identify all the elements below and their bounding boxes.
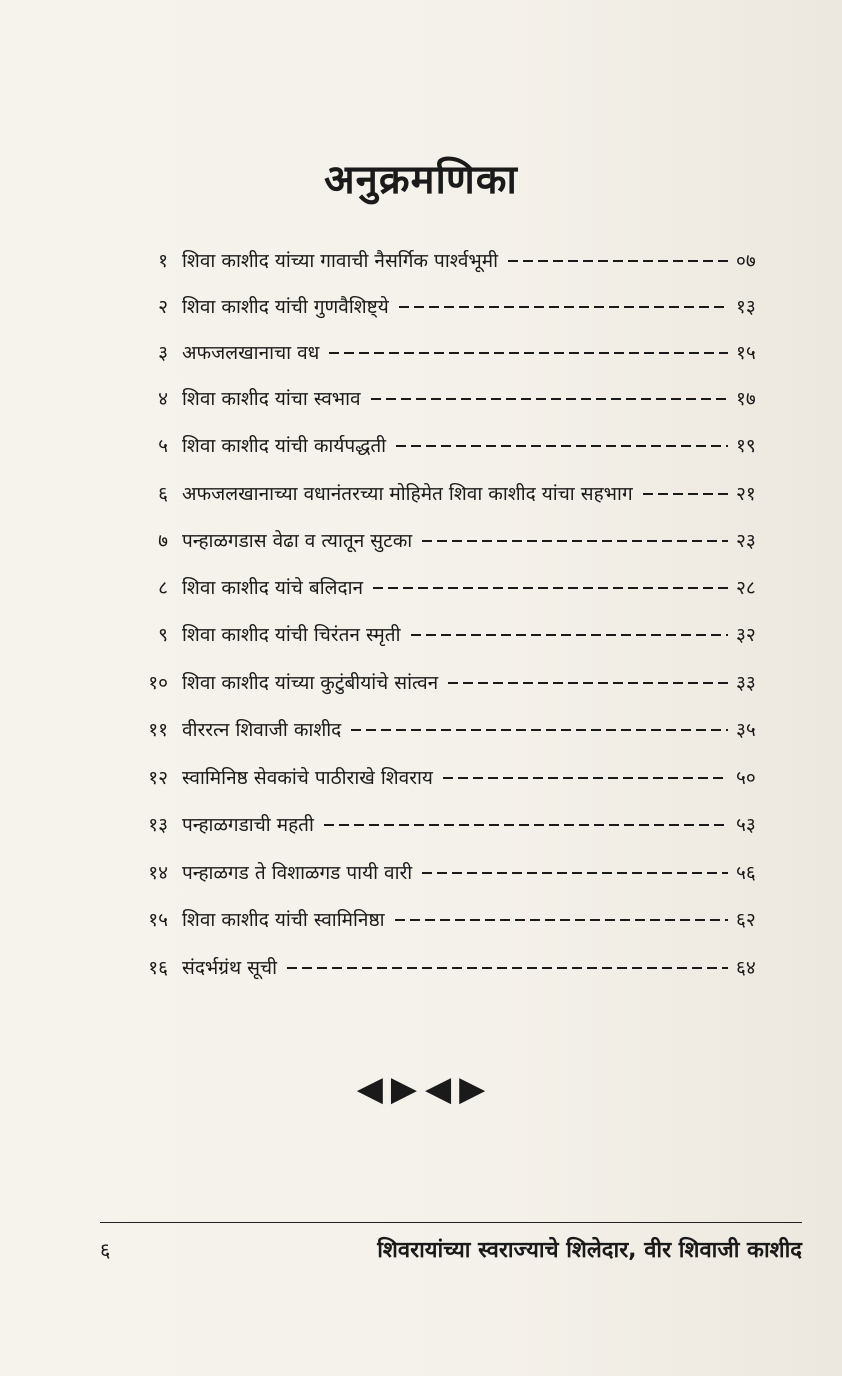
toc-entry-page: २३ [736,530,756,552]
toc-entry-number: १६ [148,957,168,979]
toc-entry-number: ४ [158,388,168,410]
toc-entry-page: १९ [736,435,756,457]
dash-leader [448,682,728,684]
toc-entry-page: १५ [736,342,756,364]
dash-leader [351,729,728,731]
toc-entry-number: ९ [158,624,168,646]
toc-entry-page: ३३ [736,672,756,694]
toc-entry [120,240,780,280]
toc-entry-title: शिवा काशीद यांच्या कुटुंबीयांचे सांत्वन [182,672,439,694]
toc-entry-page: ५० [736,767,756,789]
toc-entry-page: ५६ [736,862,756,884]
triangle-left-icon: ◀ [356,1069,383,1109]
toc-entry-number: १४ [148,862,168,884]
toc-entry-title: शिवा काशीद यांची स्वामिनिष्ठा [182,909,385,931]
toc-entry [120,520,780,560]
toc-entry [120,473,780,513]
toc-entry-number: ६ [158,483,168,505]
toc-entry-number: ८ [158,577,168,599]
dash-leader [411,634,729,636]
toc-entry [120,332,780,372]
toc-entry-page: ३२ [736,624,756,646]
footer-page-number: ६ [100,1238,111,1262]
dash-leader [395,919,728,921]
toc-entry-title: वीररत्न शिवाजी काशीद [182,719,342,741]
toc-entry-number: १५ [148,909,168,931]
triangle-right-icon: ▶ [390,1069,417,1109]
dash-leader [329,352,728,354]
toc-entry-title: अफजलखानाच्या वधानंतरच्या मोहिमेत शिवा काशीद यांचा सहभाग [182,483,633,505]
toc-entry-title: शिवा काशीद यांचे बलिदान [182,577,364,599]
toc-entry [120,757,780,797]
dash-leader [396,445,728,447]
toc-entry-title: अफजलखानाचा वध [182,342,320,364]
dash-leader [422,872,728,874]
toc-entry [120,378,780,418]
toc-entry [120,567,780,607]
toc-entry-number: ३ [158,342,168,364]
toc-entry-page: २८ [736,577,756,599]
toc-entry [120,425,780,465]
toc-entry-number: १२ [148,767,168,789]
toc-entry-page: ६४ [736,957,756,979]
toc-entry [120,662,780,702]
toc-entry-title: शिवा काशीद यांच्या गावाची नैसर्गिक पार्श्वभूमी [182,250,499,272]
toc-entry-page: १७ [736,388,756,410]
toc-entry [120,286,780,326]
dash-leader [508,260,728,262]
ornament [0,1069,842,1109]
toc-entry-page: १३ [736,296,756,318]
toc-entry-number: २ [158,296,168,318]
dash-leader [324,824,728,826]
toc-entry [120,804,780,844]
toc-entry-title: पन्हाळगडास वेढा व त्यातून सुटका [182,530,413,552]
toc-entry-title: शिवा काशीद यांची कार्यपद्धती [182,435,387,457]
dash-leader [443,777,728,779]
toc-entry-title: संदर्भग्रंथ सूची [182,957,278,979]
toc-entry-title: पन्हाळगडाची महती [182,814,314,836]
toc-entry-title: शिवा काशीद यांचा स्वभाव [182,388,361,410]
toc-entry-page: ३५ [736,719,756,741]
toc-entry-title: स्वामिनिष्ठ सेवकांचे पाठीराखे शिवराय [182,767,433,789]
toc-entry-title: शिवा काशीद यांची चिरंतन स्मृती [182,624,401,646]
toc-entry-number: ७ [158,530,168,552]
toc-entry-page: ५३ [736,814,756,836]
toc-entry [120,852,780,892]
toc-entry-page: ६२ [736,909,756,931]
toc-entry [120,947,780,987]
dash-leader [643,493,728,495]
footer-book-title: शिवरायांच्या स्वराज्याचे शिलेदार, वीर शिवाजी काशीद [377,1238,802,1263]
toc-entry-number: १३ [148,814,168,836]
toc-entry-title: पन्हाळगड ते विशाळगड पायी वारी [182,862,413,884]
triangle-right-icon: ▶ [459,1069,486,1109]
triangle-left-icon: ◀ [425,1069,452,1109]
toc-entry-number: १ [158,250,168,272]
toc-entry-page: ०७ [736,250,756,272]
toc-entry-title: शिवा काशीद यांची गुणवैशिष्ट्ये [182,296,389,318]
toc-entry [120,709,780,749]
toc-entry-number: ११ [148,719,168,741]
footer-rule [100,1222,802,1223]
dash-leader [371,398,728,400]
toc-entry-number: ५ [158,435,168,457]
dash-leader [422,540,728,542]
toc-entry [120,614,780,654]
page-title: अनुक्रमणिका [324,157,518,203]
toc-entry [120,899,780,939]
toc-entry-page: २१ [736,483,756,505]
dash-leader [287,967,728,969]
dash-leader [399,306,728,308]
toc-entry-number: १० [148,672,168,694]
dash-leader [373,587,728,589]
